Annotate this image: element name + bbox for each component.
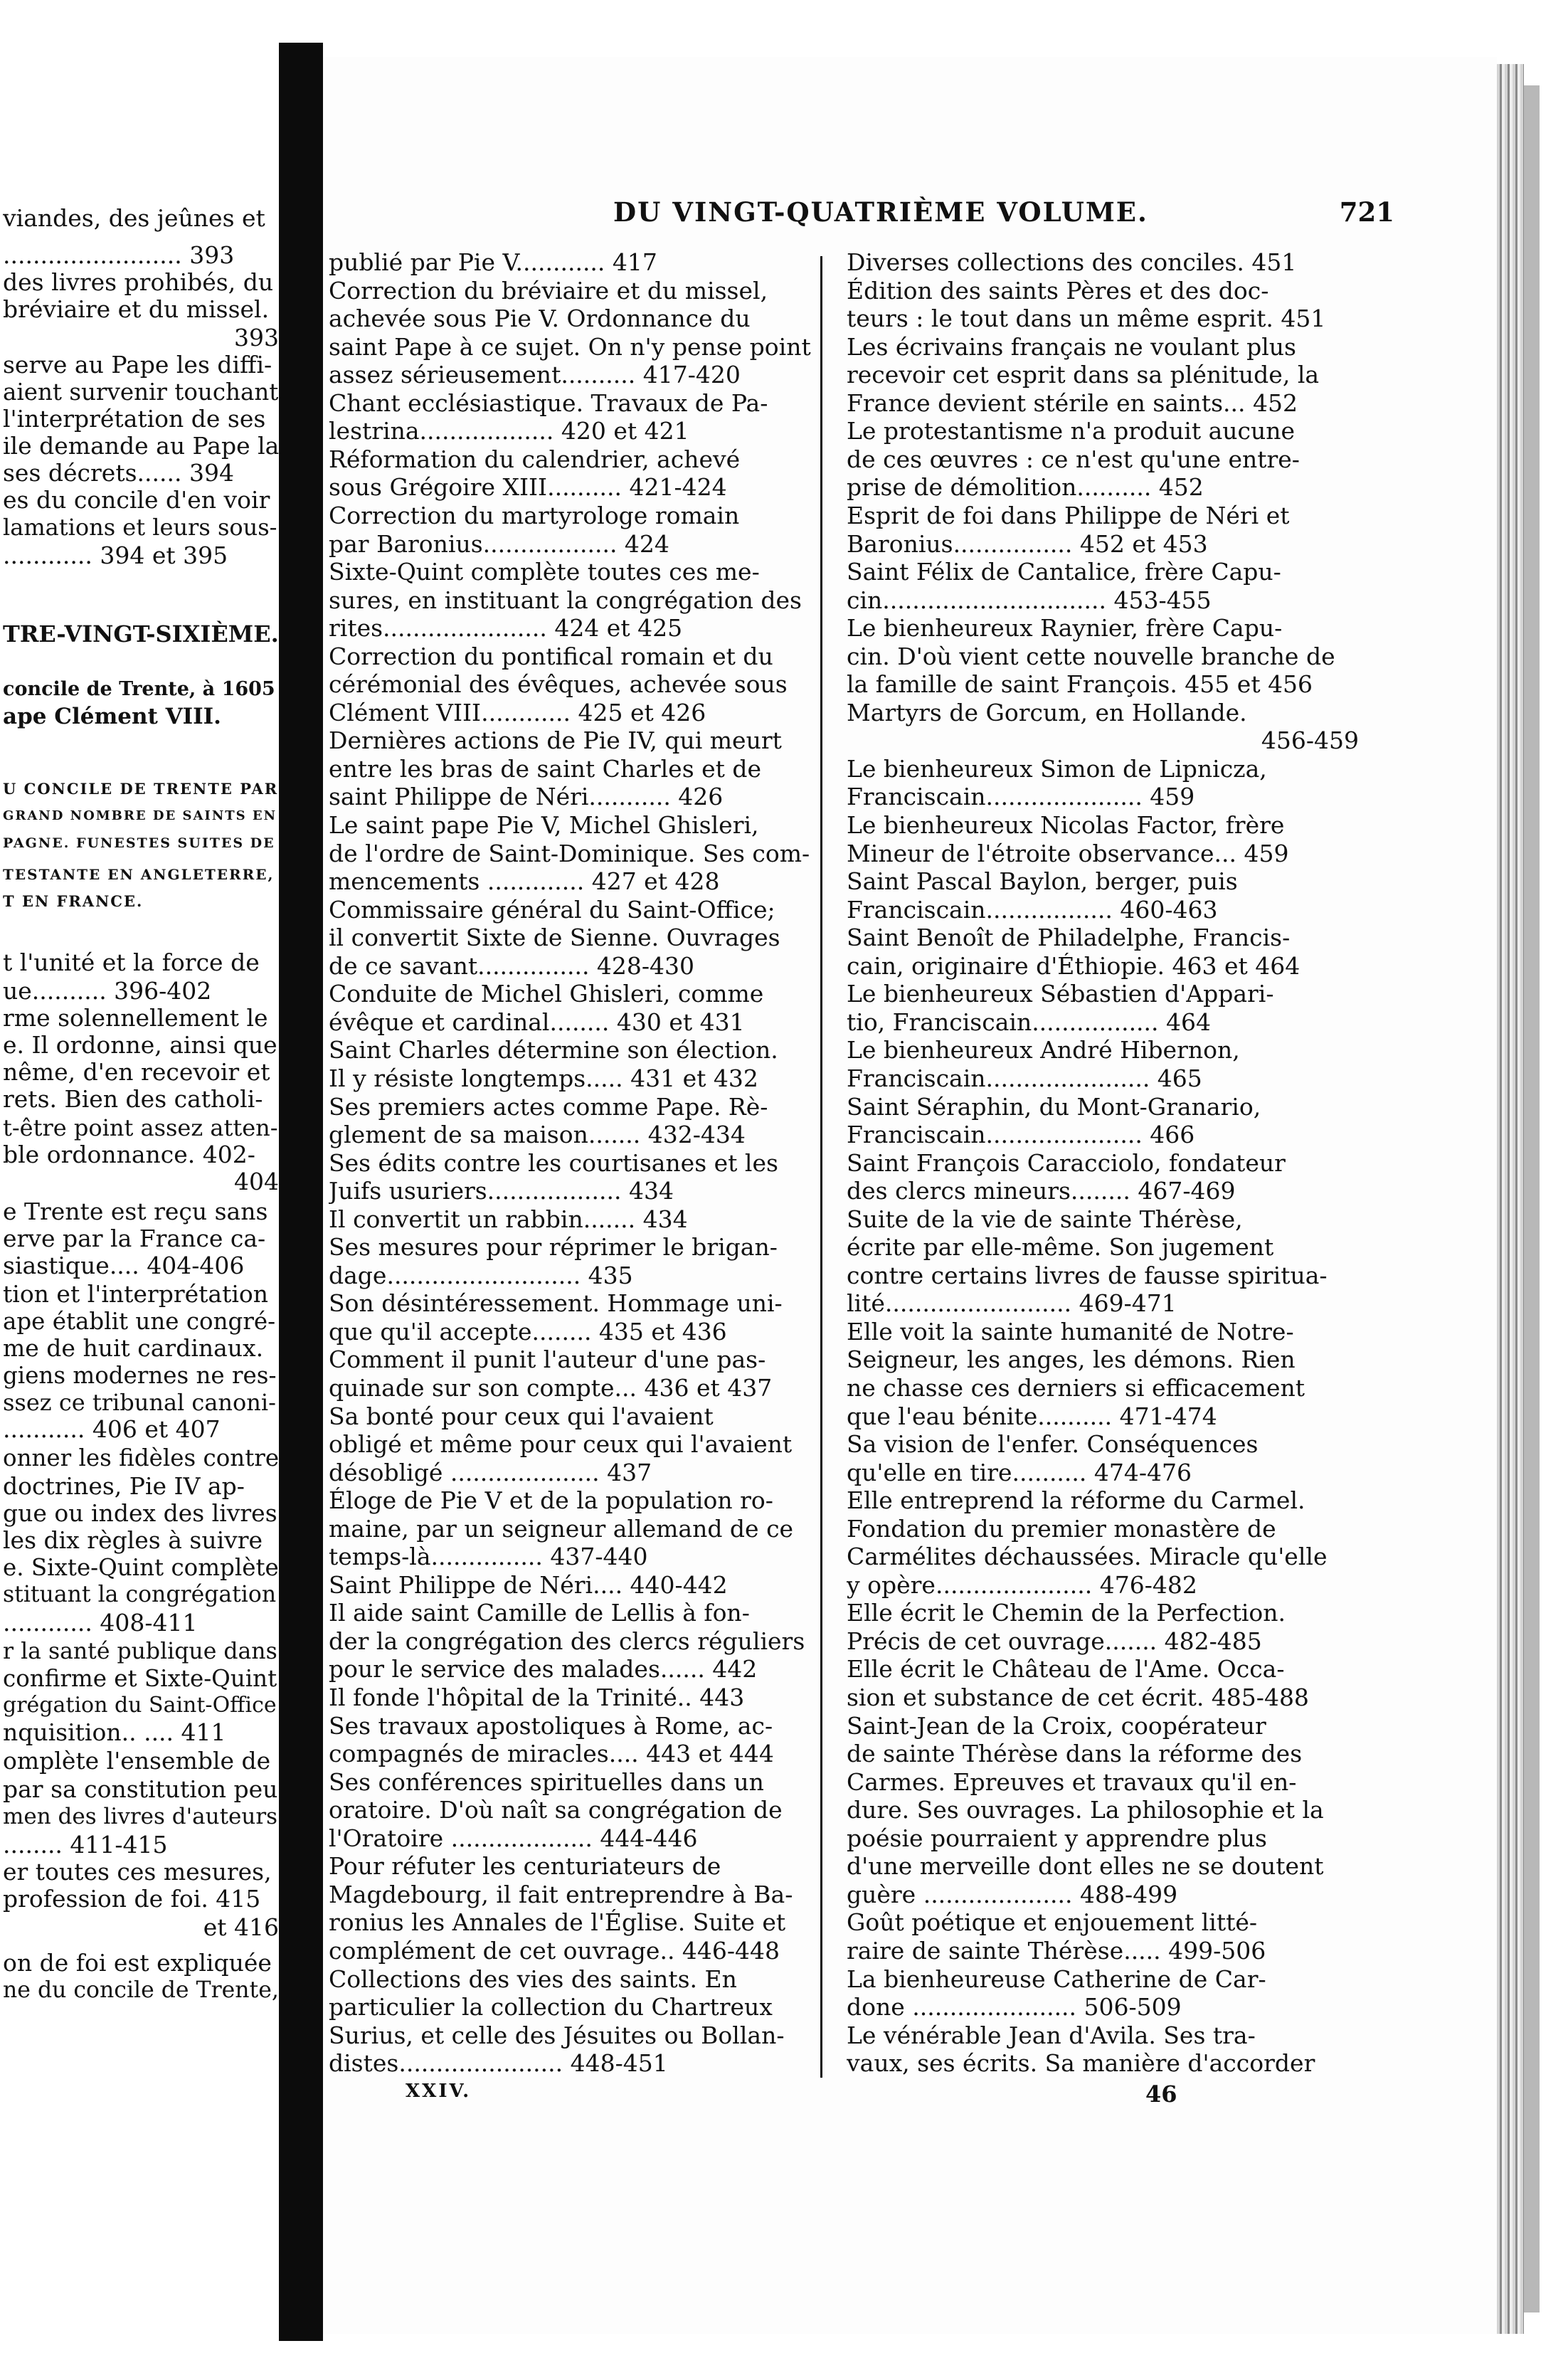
left-column-line: assez sérieusement.......... 417-420 bbox=[329, 361, 741, 388]
prev-page-line: les dix règles à suivre bbox=[3, 1527, 263, 1554]
prev-page-line: erve par la France ca- bbox=[3, 1225, 266, 1252]
right-column-line: Baronius................ 452 et 453 bbox=[847, 531, 1208, 558]
right-column-line: Le protestantisme n'a produit aucune bbox=[847, 418, 1296, 445]
left-column-line: l'Oratoire ................... 444-446 bbox=[329, 1825, 698, 1852]
right-column-line: cin.............................. 453-455 bbox=[847, 587, 1212, 614]
prev-page-line: 404 bbox=[234, 1168, 279, 1195]
prev-page-line: ape établit une congré- bbox=[3, 1308, 276, 1335]
prev-page-line: gue ou index des livres bbox=[3, 1500, 277, 1527]
left-column-line: distes...................... 448-451 bbox=[329, 2050, 668, 2077]
right-column-line: Le bienheureux André Hibernon, bbox=[847, 1037, 1240, 1064]
left-column-line: que qu'il accepte........ 435 et 436 bbox=[329, 1318, 727, 1346]
prev-page-line: giens modernes ne res- bbox=[3, 1362, 277, 1389]
prev-page-line: e Trente est reçu sans bbox=[3, 1198, 268, 1225]
left-column-line: Ses premiers actes comme Pape. Rè- bbox=[329, 1094, 768, 1121]
right-column-line: Saint François Caracciolo, fondateur bbox=[847, 1150, 1286, 1177]
prev-page-line: tion et l'interprétation bbox=[3, 1281, 269, 1308]
left-column-line: Ses travaux apostoliques à Rome, ac- bbox=[329, 1713, 773, 1740]
right-column-line: sion et substance de cet écrit. 485-488 bbox=[847, 1684, 1309, 1711]
right-column-line: Franciscain..................... 466 bbox=[847, 1121, 1195, 1148]
prev-page-line: e. Il ordonne, ainsi que bbox=[3, 1032, 277, 1059]
right-column-line: Le bienheureux Nicolas Factor, frère bbox=[847, 812, 1285, 839]
left-column-line: quinade sur son compte... 436 et 437 bbox=[329, 1375, 773, 1402]
prev-page-line: grégation du Saint-Office bbox=[3, 1693, 277, 1718]
right-column-line: Sa vision de l'enfer. Conséquences bbox=[847, 1431, 1259, 1458]
right-column-line: dure. Ses ouvrages. La philosophie et la bbox=[847, 1797, 1324, 1824]
left-column-line: Il convertit un rabbin....... 434 bbox=[329, 1206, 688, 1233]
right-column-line: Esprit de foi dans Philippe de Néri et bbox=[847, 502, 1290, 529]
prev-page-line: me de huit cardinaux. bbox=[3, 1335, 264, 1362]
left-column-line: Commissaire général du Saint-Office; bbox=[329, 897, 775, 924]
prev-page-line: TESTANTE EN ANGLETERRE, bbox=[3, 866, 275, 883]
prev-page-line: serve au Pape les diffi- bbox=[3, 352, 272, 379]
left-column-line: Il fonde l'hôpital de la Trinité.. 443 bbox=[329, 1684, 745, 1711]
prev-page-line: bréviaire et du missel. bbox=[3, 296, 270, 323]
right-column-line: de sainte Thérèse dans la réforme des bbox=[847, 1740, 1303, 1767]
left-column-line: Pour réfuter les centuriateurs de bbox=[329, 1853, 721, 1880]
right-column-line: tio, Franciscain................. 464 bbox=[847, 1009, 1211, 1036]
right-column-line: Diverses collections des conciles. 451 bbox=[847, 249, 1297, 276]
prev-page-line: ile demande au Pape la bbox=[3, 433, 279, 460]
left-column-line: Correction du pontifical romain et du bbox=[329, 643, 773, 670]
left-column-line: oratoire. D'où naît sa congrégation de bbox=[329, 1797, 783, 1824]
prev-page-line: ape Clément VIII. bbox=[3, 704, 221, 729]
right-column-line: cin. D'où vient cette nouvelle branche de bbox=[847, 643, 1335, 670]
left-column-line: cérémonial des évêques, achevée sous bbox=[329, 671, 788, 698]
left-column-line: saint Pape à ce sujet. On n'y pense point bbox=[329, 334, 811, 361]
right-column-line: la famille de saint François. 455 et 456 bbox=[847, 671, 1313, 698]
left-column-line: ronius les Annales de l'Église. Suite et bbox=[329, 1909, 786, 1936]
left-column-line: Ses conférences spirituelles dans un bbox=[329, 1769, 764, 1796]
left-column-line: Ses édits contre les courtisanes et les bbox=[329, 1150, 778, 1177]
prev-page-line: ............ 408-411 bbox=[3, 1610, 198, 1637]
left-column-line: Comment il punit l'auteur d'une pas- bbox=[329, 1346, 766, 1373]
left-column-line: dage.......................... 435 bbox=[329, 1262, 633, 1289]
right-column-line: Fondation du premier monastère de bbox=[847, 1516, 1276, 1543]
right-column-line: y opère..................... 476-482 bbox=[847, 1572, 1197, 1599]
right-column-line: écrite par elle-même. Son jugement bbox=[847, 1234, 1274, 1261]
left-column-line: Il aide saint Camille de Lellis à fon- bbox=[329, 1600, 750, 1627]
right-column-line: France devient stérile en saints... 452 bbox=[847, 390, 1298, 417]
left-column-line: Saint Charles détermine son élection. bbox=[329, 1037, 778, 1064]
right-column-line: qu'elle en tire.......... 474-476 bbox=[847, 1459, 1192, 1486]
signature-mark: XXIV. bbox=[406, 2081, 472, 2102]
right-column-line: Suite de la vie de sainte Thérèse, bbox=[847, 1206, 1243, 1233]
left-column-line: publié par Pie V............ 417 bbox=[329, 249, 657, 276]
right-column-line: Seigneur, les anges, les démons. Rien bbox=[847, 1346, 1296, 1373]
right-column-line: 456-459 bbox=[1261, 727, 1359, 754]
left-column-line: entre les bras de saint Charles et de bbox=[329, 756, 762, 783]
prev-page-line: GRAND NOMBRE DE SAINTS EN bbox=[3, 808, 277, 823]
left-column-line: Correction du bréviaire et du missel, bbox=[329, 278, 768, 305]
left-column-line: rites...................... 424 et 425 bbox=[329, 615, 683, 642]
right-column-line: Carmes. Epreuves et travaux qu'il en- bbox=[847, 1769, 1297, 1796]
right-column-line: Mineur de l'étroite observance... 459 bbox=[847, 840, 1289, 867]
right-column-line: Le bienheureux Simon de Lipnicza, bbox=[847, 756, 1267, 783]
prev-page-line: nquisition.. .... 411 bbox=[3, 1719, 226, 1746]
prev-page-line: et 416 bbox=[203, 1914, 279, 1941]
prev-page-line: es du concile d'en voir bbox=[3, 487, 270, 514]
prev-page-line: confirme et Sixte-Quint bbox=[3, 1665, 277, 1692]
prev-page-line: ........... 406 et 407 bbox=[3, 1416, 221, 1443]
left-column-line: maine, par un seigneur allemand de ce bbox=[329, 1516, 794, 1543]
right-column-line: poésie pourraient y apprendre plus bbox=[847, 1825, 1267, 1852]
prev-page-line: par sa constitution peu bbox=[3, 1776, 278, 1803]
prev-page-line: ne du concile de Trente, bbox=[3, 1977, 279, 2003]
prev-page-line: concile de Trente, à 1605 bbox=[3, 678, 275, 700]
right-column-line: Elle voit la sainte humanité de Notre- bbox=[847, 1318, 1294, 1346]
prev-page-line: ............ 394 et 395 bbox=[3, 542, 228, 569]
left-column-line: Chant ecclésiastique. Travaux de Pa- bbox=[329, 390, 768, 417]
left-column-line: Juifs usuriers.................. 434 bbox=[329, 1178, 674, 1205]
left-column-line: temps-là............... 437-440 bbox=[329, 1543, 648, 1570]
right-column-line: Les écrivains français ne voulant plus bbox=[847, 334, 1296, 361]
prev-page-line: viandes, des jeûnes et bbox=[3, 205, 265, 232]
prev-page-line: doctrines, Pie IV ap- bbox=[3, 1473, 245, 1500]
right-column-line: guère .................... 488-499 bbox=[847, 1881, 1178, 1908]
left-column-line: obligé et même pour ceux qui l'avaient bbox=[329, 1431, 793, 1458]
right-column-line: cain, originaire d'Éthiopie. 463 et 464 bbox=[847, 953, 1301, 980]
left-column-line: Ses mesures pour réprimer le brigan- bbox=[329, 1234, 778, 1261]
right-column-line: La bienheureuse Catherine de Car- bbox=[847, 1966, 1266, 1993]
right-column-line: Franciscain................. 460-463 bbox=[847, 897, 1218, 924]
prev-page-line: onner les fidèles contre bbox=[3, 1444, 279, 1471]
left-column-line: lestrina.................. 420 et 421 bbox=[329, 418, 689, 445]
left-column-line: Le saint pape Pie V, Michel Ghisleri, bbox=[329, 812, 759, 839]
right-column-line: contre certains livres de fausse spiritua- bbox=[847, 1262, 1328, 1289]
right-column-line: Saint Félix de Cantalice, frère Capu- bbox=[847, 559, 1281, 586]
left-column-line: complément de cet ouvrage.. 446-448 bbox=[329, 1938, 780, 1965]
right-column-line: Martyrs de Gorcum, en Hollande. bbox=[847, 699, 1247, 726]
sheet-number: 46 bbox=[1145, 2081, 1177, 2108]
right-column-line: lité......................... 469-471 bbox=[847, 1290, 1177, 1317]
prev-page-line: ........................ 393 bbox=[3, 242, 235, 269]
page-edge bbox=[1497, 64, 1524, 2334]
right-column-line: Franciscain...................... 465 bbox=[847, 1065, 1202, 1092]
left-column-line: Clément VIII............ 425 et 426 bbox=[329, 699, 706, 726]
right-column-line: Franciscain..................... 459 bbox=[847, 783, 1195, 810]
right-column-line: Elle écrit le Chemin de la Perfection. bbox=[847, 1600, 1286, 1627]
right-column-line: Saint Benoît de Philadelphe, Francis- bbox=[847, 924, 1291, 951]
prev-page-line: stituant la congrégation bbox=[3, 1582, 277, 1607]
prev-page-line: rets. Bien des catholi- bbox=[3, 1086, 263, 1113]
left-column-line: Réformation du calendrier, achevé bbox=[329, 446, 741, 473]
right-column-line: vaux, ses écrits. Sa manière d'accorder bbox=[847, 2050, 1315, 2077]
left-column-line: Il y résiste longtemps..... 431 et 432 bbox=[329, 1065, 758, 1092]
left-column-line: Conduite de Michel Ghisleri, comme bbox=[329, 980, 764, 1008]
left-column-line: sures, en instituant la congrégation des bbox=[329, 587, 802, 614]
right-column-line: Elle écrit le Château de l'Ame. Occa- bbox=[847, 1656, 1285, 1683]
prev-page-line: lamations et leurs sous- bbox=[3, 514, 277, 541]
left-column-line: compagnés de miracles.... 443 et 444 bbox=[329, 1740, 774, 1767]
prev-page-line: PAGNE. FUNESTES SUITES DE bbox=[3, 835, 275, 851]
previous-page-fragment bbox=[0, 0, 281, 2368]
right-column-line: Édition des saints Pères et des doc- bbox=[847, 278, 1269, 305]
left-column-line: sous Grégoire XIII.......... 421-424 bbox=[329, 474, 727, 501]
prev-page-line: r la santé publique dans bbox=[3, 1639, 277, 1664]
left-column-line: Son désintéressement. Hommage uni- bbox=[329, 1290, 783, 1317]
right-column-line: Le bienheureux Raynier, frère Capu- bbox=[847, 615, 1283, 642]
prev-page-line: profession de foi. 415 bbox=[3, 1886, 261, 1913]
right-column-line: Le vénérable Jean d'Avila. Ses tra- bbox=[847, 2022, 1256, 2049]
left-column-line: il convertit Sixte de Sienne. Ouvrages bbox=[329, 924, 780, 951]
prev-page-line: rme solennellement le bbox=[3, 1005, 268, 1032]
right-column-line: Saint-Jean de la Croix, coopérateur bbox=[847, 1713, 1266, 1740]
prev-page-line: ble ordonnance. 402- bbox=[3, 1141, 255, 1168]
prev-page-line: men des livres d'auteurs bbox=[3, 1804, 278, 1829]
prev-page-line: des livres prohibés, du bbox=[3, 269, 274, 296]
left-column-line: glement de sa maison....... 432-434 bbox=[329, 1121, 746, 1148]
left-column-line: évêque et cardinal........ 430 et 431 bbox=[329, 1009, 745, 1036]
right-column-line: Saint Pascal Baylon, berger, puis bbox=[847, 868, 1238, 895]
prev-page-line: omplète l'ensemble de bbox=[3, 1748, 271, 1775]
prev-page-line: ........ 411-415 bbox=[3, 1832, 168, 1859]
prev-page-line: t l'unité et la force de bbox=[3, 949, 260, 976]
right-column-line: Elle entreprend la réforme du Carmel. bbox=[847, 1487, 1305, 1514]
left-column-line: Éloge de Pie V et de la population ro- bbox=[329, 1487, 773, 1514]
left-column-line: par Baronius.................. 424 bbox=[329, 531, 669, 558]
prev-page-line: T EN FRANCE. bbox=[3, 892, 144, 910]
left-column-line: particulier la collection du Chartreux bbox=[329, 1994, 773, 2021]
prev-page-line: on de foi est expliquée bbox=[3, 1950, 272, 1977]
right-column-line: teurs : le tout dans un même esprit. 451 bbox=[847, 305, 1326, 332]
page-number: 721 bbox=[1339, 196, 1394, 228]
left-column-line: der la congrégation des clercs réguliers bbox=[329, 1628, 805, 1655]
left-column-line: Dernières actions de Pie IV, qui meurt bbox=[329, 727, 782, 754]
page-edge-shadow bbox=[1524, 85, 1540, 2312]
right-column-line: raire de sainte Thérèse..... 499-506 bbox=[847, 1938, 1266, 1965]
right-column-line: Précis de cet ouvrage....... 482-485 bbox=[847, 1628, 1262, 1655]
prev-page-line: nême, d'en recevoir et bbox=[3, 1059, 270, 1086]
left-column-line: pour le service des malades...... 442 bbox=[329, 1656, 758, 1683]
left-column-line: de ce savant............... 428-430 bbox=[329, 953, 695, 980]
book-gutter bbox=[279, 43, 323, 2341]
column-rule bbox=[820, 256, 822, 2078]
right-column-line: Carmélites déchaussées. Miracle qu'elle bbox=[847, 1543, 1328, 1570]
right-column-line: ne chasse ces derniers si efficacement bbox=[847, 1375, 1305, 1402]
left-column-line: Correction du martyrologe romain bbox=[329, 502, 740, 529]
right-column-line: done ...................... 506-509 bbox=[847, 1994, 1182, 2021]
prev-page-line: 393 bbox=[234, 324, 279, 352]
left-column-line: Sa bonté pour ceux qui l'avaient bbox=[329, 1403, 714, 1430]
left-column-line: de l'ordre de Saint-Dominique. Ses com- bbox=[329, 840, 810, 867]
prev-page-line: er toutes ces mesures, bbox=[3, 1859, 272, 1886]
prev-page-line: siastique.... 404-406 bbox=[3, 1252, 245, 1279]
prev-page-line: e. Sixte-Quint complète bbox=[3, 1554, 279, 1581]
prev-page-line: aient survenir touchant bbox=[3, 379, 279, 406]
left-column-line: achevée sous Pie V. Ordonnance du bbox=[329, 305, 751, 332]
right-column-line: Le bienheureux Sébastien d'Appari- bbox=[847, 980, 1274, 1008]
left-column-line: mencements ............. 427 et 428 bbox=[329, 868, 720, 895]
right-column-line: que l'eau bénite.......... 471-474 bbox=[847, 1403, 1217, 1430]
right-column-line: d'une merveille dont elles ne se doutent bbox=[847, 1853, 1324, 1880]
right-column-line: des clercs mineurs........ 467-469 bbox=[847, 1178, 1236, 1205]
running-header: DU VINGT-QUATRIÈME VOLUME. bbox=[613, 196, 1148, 228]
left-column-line: saint Philippe de Néri........... 426 bbox=[329, 783, 724, 810]
right-column-line: recevoir cet esprit dans sa plénitude, la bbox=[847, 361, 1320, 388]
left-column-line: Sixte-Quint complète toutes ces me- bbox=[329, 559, 760, 586]
right-column-line: Goût poétique et enjouement litté- bbox=[847, 1909, 1258, 1936]
prev-page-line: t-être point assez atten- bbox=[3, 1114, 278, 1141]
left-column-line: Saint Philippe de Néri.... 440-442 bbox=[329, 1572, 728, 1599]
prev-page-line: l'interprétation de ses bbox=[3, 406, 266, 433]
left-column-line: Surius, et celle des Jésuites ou Bollan- bbox=[329, 2022, 785, 2049]
prev-page-line: ssez ce tribunal canoni- bbox=[3, 1389, 276, 1416]
prev-page-line: ue.......... 396-402 bbox=[3, 978, 212, 1005]
left-column-line: Collections des vies des saints. En bbox=[329, 1966, 737, 1993]
prev-page-line: U CONCILE DE TRENTE PAR bbox=[3, 780, 279, 798]
right-column-line: Saint Séraphin, du Mont-Granario, bbox=[847, 1094, 1261, 1121]
prev-page-line: ses décrets...... 394 bbox=[3, 460, 234, 487]
left-column-line: désobligé .................... 437 bbox=[329, 1459, 652, 1486]
right-column-line: prise de démolition.......... 452 bbox=[847, 474, 1204, 501]
left-column-line: Magdebourg, il fait entreprendre à Ba- bbox=[329, 1881, 793, 1908]
right-column-line: de ces œuvres : ce n'est qu'une entre- bbox=[847, 446, 1300, 473]
prev-page-line: TRE-VINGT-SIXIÈME. bbox=[3, 620, 279, 648]
